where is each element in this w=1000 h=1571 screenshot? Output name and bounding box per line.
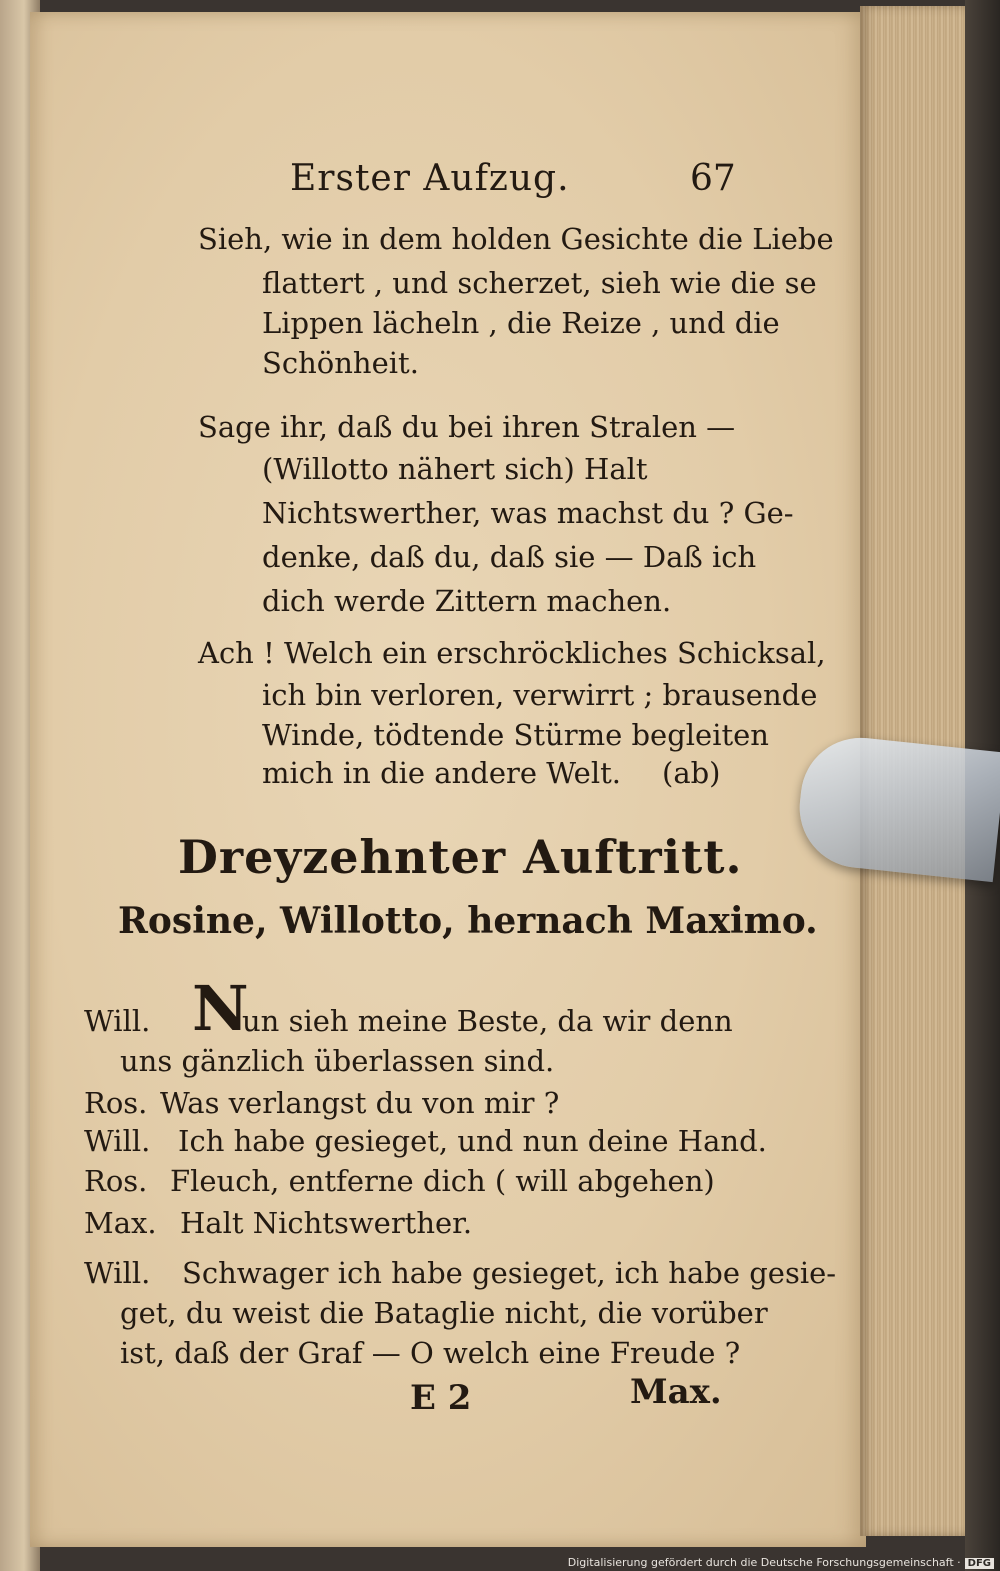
dfg-logo: DFG: [965, 1558, 994, 1569]
page-number: 67: [690, 158, 736, 199]
speaker-label: Ros.: [84, 1164, 148, 1198]
dialogue-text: uns gänzlich überlassen sind.: [120, 1044, 555, 1078]
running-title: Erster Aufzug.: [290, 158, 570, 199]
dialogue-text: get, du weist die Bataglie nicht, die vorüber: [120, 1296, 768, 1330]
verse-line: mich in die andere Welt.: [262, 756, 621, 790]
signature-mark: E 2: [410, 1378, 472, 1418]
dialogue-text: ist, daß der Graf — O welch eine Freude ?: [120, 1336, 741, 1370]
drop-cap: N: [192, 972, 249, 1045]
speaker-label: Ros.: [84, 1086, 148, 1120]
verse-line: Sage ihr, daß du bei ihren Stralen —: [198, 410, 736, 444]
verse-line: Sieh, wie in dem holden Gesichte die Liebe: [198, 222, 834, 256]
verse-line: (Willotto nähert sich) Halt: [262, 452, 648, 486]
catchword: Max.: [630, 1372, 722, 1412]
verse-line: Ach ! Welch ein erschröckliches Schicksal,: [198, 636, 826, 670]
verse-line: Lippen lächeln , die Reize , und die: [262, 306, 780, 340]
verse-line: Schönheit.: [262, 346, 419, 380]
credit-text: Digitalisierung gefördert durch die Deutsche Forschungsgemeinschaft ·: [567, 1556, 961, 1569]
speaker-label: Will.: [84, 1256, 151, 1290]
dialogue-text: un sieh meine Beste, da wir denn: [242, 1004, 733, 1038]
verse-line: ich bin verloren, verwirrt ; brausende: [262, 678, 818, 712]
verse-line: Nichtswerther, was machst du ? Ge-: [262, 496, 794, 530]
verse-line: Winde, tödtende Stürme begleiten: [262, 718, 769, 752]
stage-direction: (ab): [662, 756, 721, 790]
verse-line: dich werde Zittern machen.: [262, 584, 672, 618]
dialogue-text: Halt Nichtswerther.: [180, 1206, 473, 1240]
scene-characters: Rosine, Willotto, hernach Maximo.: [118, 900, 818, 942]
speaker-label: Will.: [84, 1124, 151, 1158]
dialogue-text: Ich habe gesieget, und nun deine Hand.: [178, 1124, 767, 1158]
dialogue-text: Was verlangst du von mir ?: [160, 1086, 560, 1120]
dialogue-text: Fleuch, entferne dich ( will abgehen): [170, 1164, 715, 1198]
verse-line: denke, daß du, daß sie — Daß ich: [262, 540, 757, 574]
scene-heading: Dreyzehnter Auftritt.: [178, 830, 743, 884]
speaker-label: Max.: [84, 1206, 157, 1240]
digitization-credit: [568, 1556, 994, 1569]
speaker-label: Will.: [84, 1004, 151, 1038]
verse-line: flattert , und scherzet, sieh wie die se: [262, 266, 817, 300]
dialogue-text: Schwager ich habe gesieget, ich habe gesie-: [182, 1256, 837, 1290]
